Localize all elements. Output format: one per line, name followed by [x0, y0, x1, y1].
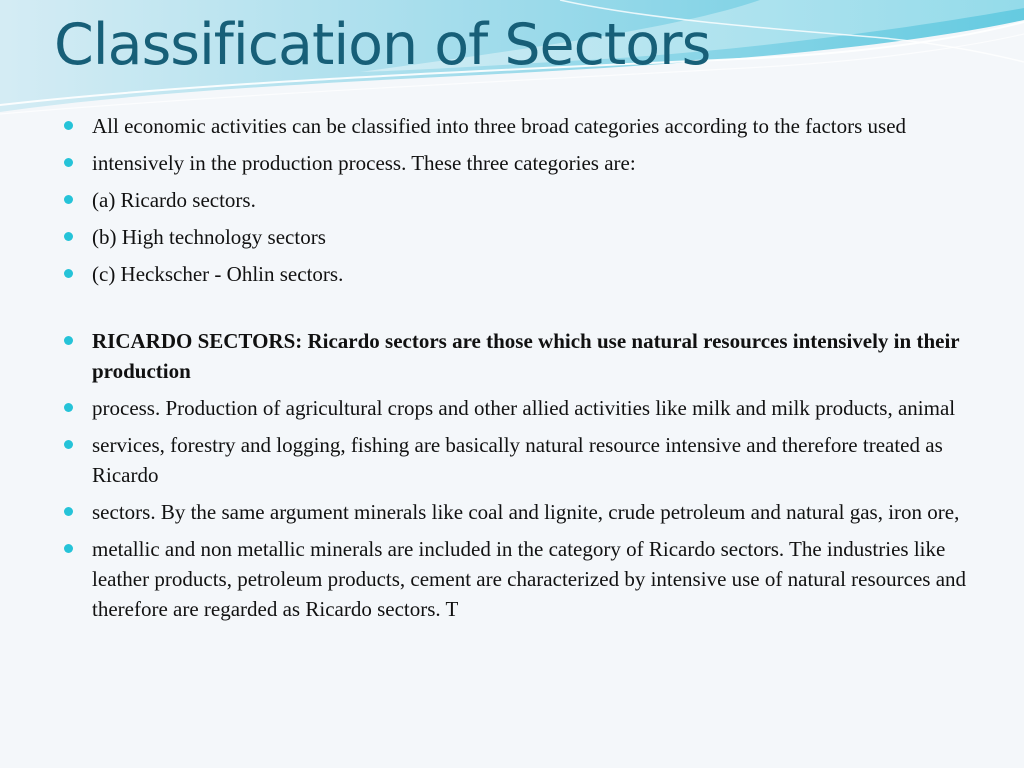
bullet-dot-icon: [64, 195, 73, 204]
bullet-text: (c) Heckscher - Ohlin sectors.: [92, 262, 344, 286]
list-item: [62, 430, 982, 490]
bullet-text: services, forestry and logging, fishing are basically natural resource intensive and therefore treated as Ricardo: [92, 433, 943, 487]
list-item: [62, 185, 982, 215]
list-item: [62, 326, 982, 386]
list-item: [62, 111, 982, 141]
bullet-dot-icon: [64, 158, 73, 167]
list-item: [62, 497, 982, 527]
bullet-dot-icon: [64, 121, 73, 130]
bullet-text: intensively in the production process. These three categories are:: [92, 151, 636, 175]
bullet-text: All economic activities can be classified into three broad categories according to the factors used: [92, 114, 907, 138]
bullet-dot-icon: [64, 232, 73, 241]
bullet-text: (a) Ricardo sectors.: [92, 188, 256, 212]
bullet-dot-icon: [64, 269, 73, 278]
bullet-dot-icon: [64, 336, 73, 345]
bullet-dot-icon: [64, 544, 73, 553]
bullet-text: metallic and non metallic minerals are included in the category of Ricardo sectors. The industries like leather products, petroleum products, cement are characterized by intensive use of natural resources and therefore are regarded as Ricardo sectors. T: [92, 537, 967, 621]
list-item: [62, 259, 982, 289]
slide-title: Classification of Sectors: [54, 12, 711, 78]
bullet-text: RICARDO SECTORS: Ricardo sectors are those which use natural resources intensively in their production: [92, 329, 960, 383]
list-item: [62, 222, 982, 252]
bullet-dot-icon: [64, 440, 73, 449]
bullet-text: sectors. By the same argument minerals like coal and lignite, crude petroleum and natural gas, iron ore,: [92, 500, 960, 524]
bullet-text: (b) High technology sectors: [92, 225, 326, 249]
list-item: [62, 148, 982, 178]
list-item: [62, 534, 982, 624]
bullet-dot-icon: [64, 507, 73, 516]
list-item: [62, 393, 982, 423]
bullet-text: process. Production of agricultural crops and other allied activities like milk and milk products, animal: [92, 396, 956, 420]
bullet-list: [62, 111, 982, 631]
bullet-dot-icon: [64, 403, 73, 412]
